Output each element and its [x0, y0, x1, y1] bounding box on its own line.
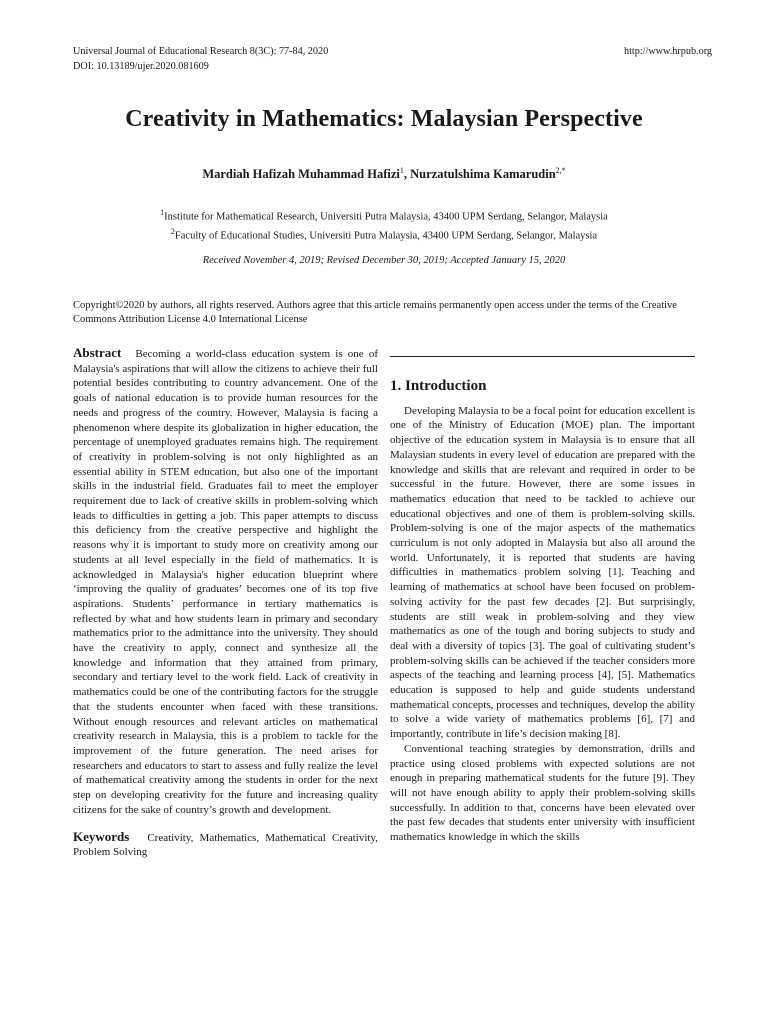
abstract-label: Abstract — [73, 345, 122, 360]
journal-header — [73, 44, 328, 74]
right-column — [390, 346, 695, 845]
section-heading: 1. Introduction — [390, 378, 487, 394]
author-separator: , — [403, 167, 411, 182]
author-name: Mardiah Hafizah Muhammad Hafizi — [202, 167, 400, 182]
author-name: Nurzatulshima Kamarudin — [410, 167, 556, 182]
author-affiliation-mark: 1 — [399, 166, 404, 175]
publisher-url[interactable]: http://www.hrpub.org — [623, 46, 712, 57]
left-column — [73, 346, 378, 860]
copyright-notice: Copyright©2020 by authors, all rights reserved. Authors agree that this article remains permanently open access under the terms of the Creative Commons Attribution License 4.0 International License — [73, 300, 677, 325]
keywords-text: Creativity, Mathematics, Mathematical Creativity, Problem Solving — [73, 831, 378, 859]
affiliation — [0, 225, 768, 244]
doi: DOI: 10.13189/ujer.2020.081609 — [73, 61, 209, 72]
section-divider — [390, 356, 695, 357]
received-dates: Received November 4, 2019; Revised December 30, 2019; Accepted January 15, 2020 — [202, 255, 566, 266]
keywords-label: Keywords — [73, 828, 130, 844]
body-paragraph: Conventional teaching strategies by demonstration, drills and practice using closed problems with expected solutions are not enough in preparing mathematical students for the future [9]. They will not have enough ability to apply their problem-solving skills successfully. In addition to that, concerns have been elevated over the past few decades that students enter university with insufficient mathematics knowledge in which the skills — [390, 742, 695, 844]
paper-title: Creativity in Mathematics: Malaysian Perspective — [125, 106, 643, 132]
affiliation-text: Faculty of Educational Studies, Universiti Putra Malaysia, 43400 UPM Serdang, Selangor, Malaysia — [174, 230, 598, 241]
abstract — [73, 346, 378, 818]
author-affiliation-mark: 2,* — [555, 166, 566, 175]
keywords — [73, 830, 378, 860]
author-list — [0, 166, 768, 182]
affiliation-mark: 2 — [170, 226, 175, 236]
affiliation-text: Institute for Mathematical Research, Universiti Putra Malaysia, 43400 UPM Serdang, Selangor, Malaysia — [164, 211, 608, 223]
journal-citation: Universal Journal of Educational Research 8(3C): 77-84, 2020 — [73, 46, 329, 57]
affiliation-mark: 1 — [160, 208, 165, 217]
affiliation — [0, 206, 768, 225]
affiliations — [0, 206, 768, 243]
abstract-text: Becoming a world-class education system is one of Malaysia's aspirations that will allow the citizens to achieve their full potential besides contributing to country advancement. One of the goals of national education is to provide human resources for the needs and progress of the country. However, Malaysia is facing a phenomenon where despite its globalization in higher education, the percentage of unemployed graduates remains high. The requirement of creativity in problem-solving is not only highlighted as an essential ability in STEM education, but also one of the important skills in the industrial field. Graduates fail to meet the employer requirement due to lack of creative skills in problem-solving which leads to difficulties in getting a job. This paper attempts to discuss this deficiency from the creative perspective and highlight the reasons why it is important to study more on creativity among our students at all level especially in the field of mathematics. It is acknowledged in Malaysia's higher education blueprint where ‘improving the quality of graduates’ becomes one of its top five aspirations. Students’ performance in tertiary mathematics is reflected by what and how students learn in primary and secondary mathematics prior to the admittance into the university. They should have the creativity to apply, connect and synthesize all the knowledge and information that they attained from primary, secondary and tertiary level to the work field. Lack of creativity in mathematics could be one of the contributing factors for the struggle that the students encounter when faced with these transitions. Without enough resources and relevant articles on mathematical creativity research in Malaysia, this is a problem to tackle for the improvement of the future generation. The need arises for researchers and educators to start to assess and fully realize the level of mathematical creativity among the students in order for the next step on developing creativity for the future and increasing quality citizens for the sake of country’s growth and development. — [73, 348, 378, 816]
body-paragraph: Developing Malaysia to be a focal point for education excellent is one of the Ministry of Education (MOE) plan. The important objective of the education system in Malaysia is to ensure that all Malaysian students in every level of education are prepared with the knowledge and skills that are relevant and required in order to be successful in the future. However, there are some issues in mathematics education that need to be tackled to achieve our educational objectives and one of them is problem-solving skills. Problem-solving is one of the major aspects of the mathematics curriculum is not only adopted in Malaysia but also all around the world. Unfortunately, it is reported that students are having difficulties in mathematics problem solving [1]. Teaching and learning of mathematics at school have been focused on problem-solving activity for the past few decades [2]. But surprisingly, students are still weak in problem-solving and they view mathematics as one of the tough and boring subjects to study and deal with a diversity of topics [3]. The goal of cultivating student’s problem-solving skills can be achieved if the teacher considers more aspects of the teaching and learning process [4], [5]. Mathematics education is supposed to help and guide students understand mathematical concepts, processes and techniques, develop the ability to solve a wide variety of mathematics problems [6], [7] and importantly, contribute in life’s decision making [8]. — [390, 404, 695, 741]
